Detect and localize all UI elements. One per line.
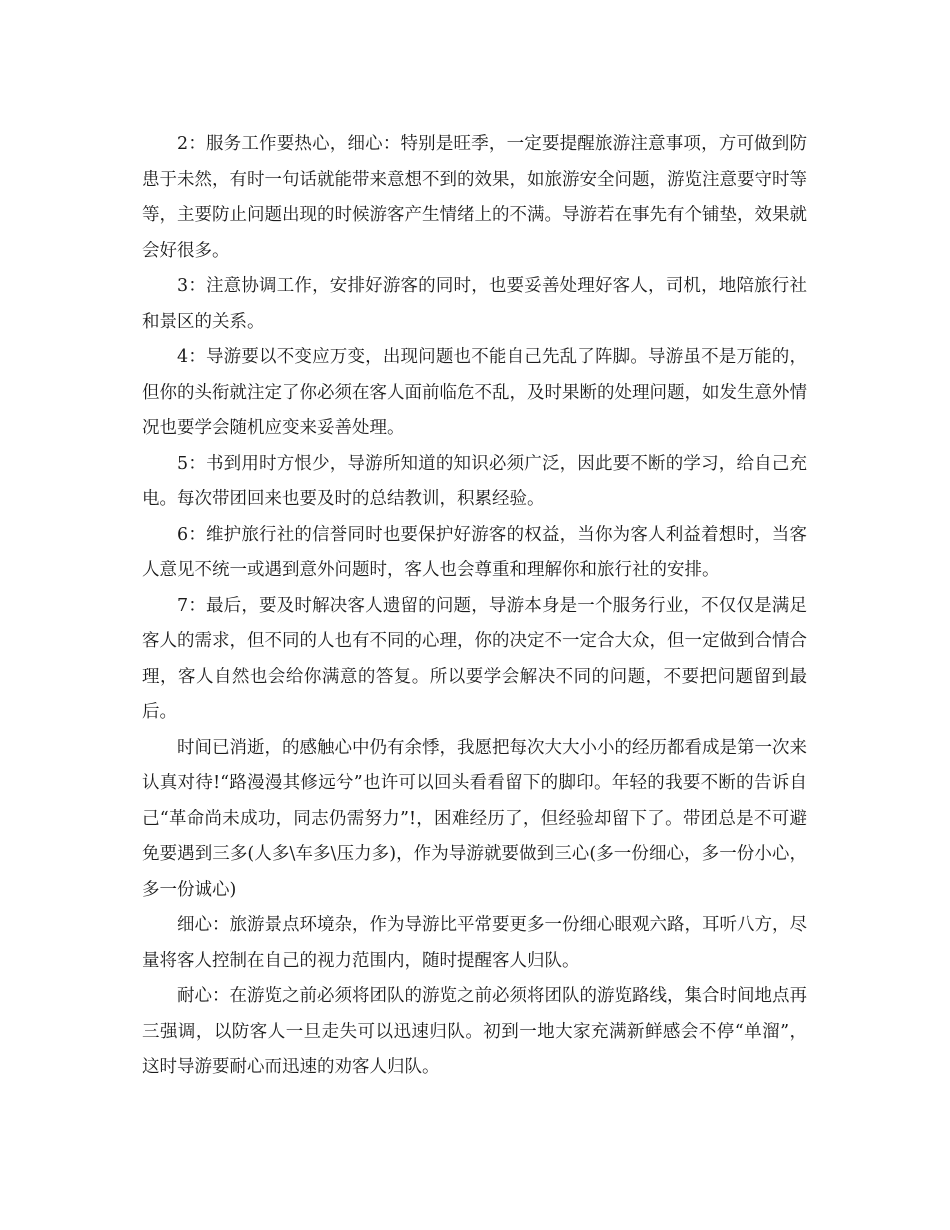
paragraph-item-4: 4：导游要以不变应万变，出现问题也不能自己先乱了阵脚。导游虽不是万能的，但你的头衔就注定了你必须在客人面前临危不乱，及时果断的处理问题，如发生意外情况也要学会随机应变来妥善处理。: [142, 347, 807, 438]
paragraph-careful: 细心：旅游景点环境杂，作为导游比平常要更多一份细心眼观六路，耳听八方，尽量将客人控制在自己的视力范围内，随时提醒客人归队。: [142, 915, 807, 971]
paragraph-item-6: 6：维护旅行社的信誉同时也要保护好游客的权益，当你为客人利益着想时，当客人意见不统一或遇到意外问题时，客人也会尊重和理解你和旅行社的安排。: [142, 524, 807, 580]
paragraph-reflection: 时间已消逝，的感触心中仍有余悸，我愿把每次大大小小的经历都看成是第一次来认真对待!“路漫漫其修远兮”也许可以回头看看留下的脚印。年轻的我要不断的告诉自己“革命尚未成功，同志仍需努力”!，困难经历了，但经验却留下了。带团总是不可避免要遇到三多(人多\车多\压力多)，作为导游就要做到三心(多一份细心，多一份小心，多一份诚心): [142, 737, 807, 900]
paragraph-item-3: 3：注意协调工作，安排好游客的同时，也要妥善处理好客人，司机，地陪旅行社和景区的关系。: [142, 276, 807, 332]
document-body: [142, 127, 807, 1086]
paragraph-item-5: 5：书到用时方恨少，导游所知道的知识必须广泛，因此要不断的学习，给自己充电。每次带团回来也要及时的总结教训，积累经验。: [142, 453, 807, 509]
paragraph-item-7: 7：最后，要及时解决客人遗留的问题，导游本身是一个服务行业，不仅仅是满足客人的需求，但不同的人也有不同的心理，你的决定不一定合大众，但一定做到合情合理，客人自然也会给你满意的答复。所以要学会解决不同的问题，不要把问题留到最后。: [142, 595, 807, 722]
paragraph-patience: 耐心：在游览之前必须将团队的游览之前必须将团队的游览路线，集合时间地点再三强调，以防客人一旦走失可以迅速归队。初到一地大家充满新鲜感会不停“单溜”，这时导游要耐心而迅速的劝客人归队。: [142, 986, 807, 1077]
paragraph-item-2: 2：服务工作要热心，细心：特别是旺季，一定要提醒旅游注意事项，方可做到防患于未然，有时一句话就能带来意想不到的效果，如旅游安全问题，游览注意要守时等等，主要防止问题出现的时候游客产生情绪上的不满。导游若在事先有个铺垫，效果就会好很多。: [142, 134, 807, 261]
